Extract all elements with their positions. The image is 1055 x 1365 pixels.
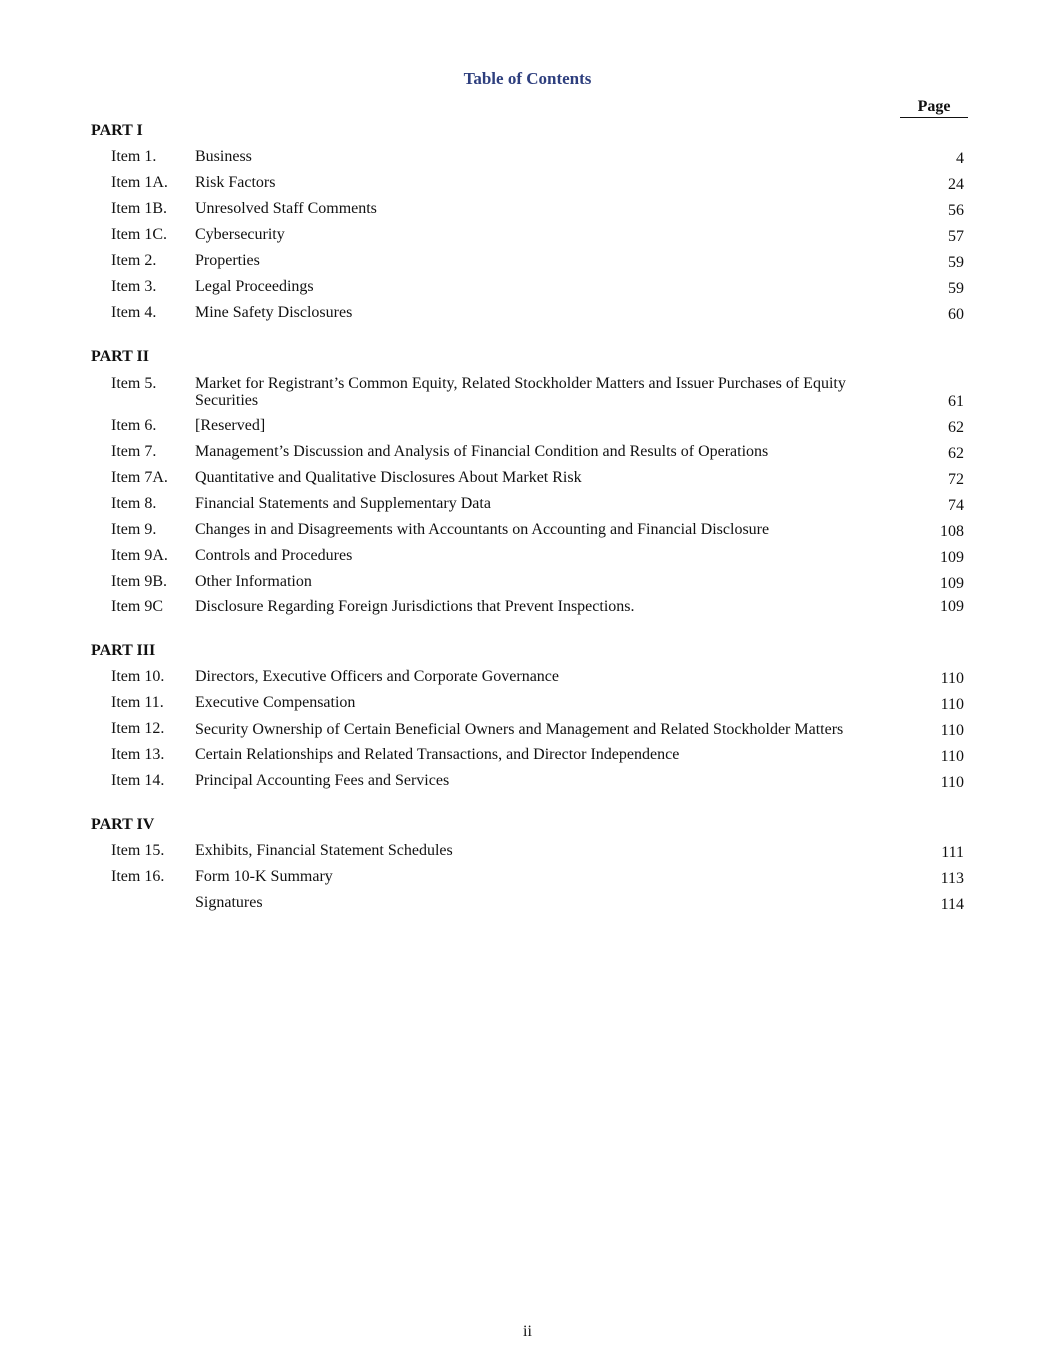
item-title-link[interactable]: Exhibits, Financial Statement Schedules	[195, 842, 453, 859]
item-number: Item 12.	[111, 720, 165, 737]
item-page-number[interactable]: 113	[940, 870, 964, 887]
toc-title: Table of Contents	[463, 69, 592, 88]
page-number-footer: ii	[523, 1323, 532, 1340]
item-title-link[interactable]: Executive Compensation	[195, 694, 356, 711]
item-title-link[interactable]: Directors, Executive Officers and Corporate Governance	[195, 668, 559, 685]
item-number: Item 11.	[111, 694, 164, 711]
item-number: Item 3.	[111, 278, 157, 295]
item-title-link[interactable]: Management’s Discussion and Analysis of Financial Condition and Results of Operations	[195, 443, 769, 460]
item-page-number[interactable]: 110	[940, 774, 964, 791]
item-title-link[interactable]: Certain Relationships and Related Transactions, and Director Independence	[195, 746, 680, 763]
item-title-link[interactable]: Risk Factors	[195, 174, 276, 191]
item-page-number[interactable]: 72	[948, 471, 964, 488]
item-title-link[interactable]: Form 10-K Summary	[195, 868, 333, 885]
item-title-link[interactable]: Market for Registrant’s Common Equity, Related Stockholder Matters and Issuer Purchases of Equity Securities	[195, 375, 846, 409]
item-page-number[interactable]: 114	[940, 896, 964, 913]
item-title-link[interactable]: Legal Proceedings	[195, 278, 314, 295]
item-page-number[interactable]: 111	[941, 844, 964, 861]
item-page-number[interactable]: 62	[948, 445, 964, 462]
item-title-link[interactable]: Mine Safety Disclosures	[195, 304, 353, 321]
item-title-link[interactable]: Cybersecurity	[195, 226, 285, 243]
item-page-number[interactable]: 110	[940, 748, 964, 765]
item-title-link[interactable]: Unresolved Staff Comments	[195, 200, 377, 217]
item-page-number[interactable]: 59	[948, 280, 964, 297]
item-number: Item 1.	[111, 148, 157, 165]
item-title-link[interactable]: Controls and Procedures	[195, 547, 353, 564]
item-number: Item 1C.	[111, 226, 167, 243]
item-title-link[interactable]: Principal Accounting Fees and Services	[195, 772, 450, 789]
part-1-heading: PART I	[91, 122, 143, 139]
item-page-number[interactable]: 60	[948, 306, 964, 323]
item-page-number[interactable]: 74	[948, 497, 964, 514]
item-number: Item 2.	[111, 252, 157, 269]
item-title-link[interactable]: Financial Statements and Supplementary Data	[195, 495, 491, 512]
item-title-link[interactable]: [Reserved]	[195, 417, 266, 434]
item-number: Item 1B.	[111, 200, 167, 217]
page-column-header: Page	[900, 98, 968, 118]
item-title-link[interactable]: Security Ownership of Certain Beneficial Owners and Management and Related Stockholder Matters	[195, 721, 844, 738]
item-title-link[interactable]: Signatures	[195, 894, 263, 911]
item-page-number[interactable]: 109	[940, 549, 964, 566]
item-page-number[interactable]: 24	[948, 176, 964, 193]
item-number: Item 15.	[111, 842, 165, 859]
item-number: Item 8.	[111, 495, 157, 512]
item-number: Item 6.	[111, 417, 157, 434]
item-number: Item 7.	[111, 443, 157, 460]
item-number: Item 13.	[111, 746, 165, 763]
item-page-number[interactable]: 108	[940, 523, 964, 540]
item-title-link[interactable]: Properties	[195, 252, 260, 269]
item-number: Item 5.	[111, 375, 157, 392]
item-number: Item 9.	[111, 521, 157, 538]
item-number: Item 9C	[111, 598, 163, 615]
item-page-number[interactable]: 59	[948, 254, 964, 271]
item-page-number[interactable]: 62	[948, 419, 964, 436]
item-number: Item 4.	[111, 304, 157, 321]
item-number: Item 7A.	[111, 469, 168, 486]
item-title-link[interactable]: Other Information	[195, 573, 312, 590]
item-number: Item 1A.	[111, 174, 168, 191]
item-page-number[interactable]: 56	[948, 202, 964, 219]
item-title-link[interactable]: Business	[195, 148, 252, 165]
part-2-heading: PART II	[91, 348, 149, 365]
item-page-number[interactable]: 110	[940, 722, 964, 739]
item-number: Item 16.	[111, 868, 165, 885]
part-3-heading: PART III	[91, 642, 156, 659]
item-number: Item 14.	[111, 772, 165, 789]
item-number: Item 9B.	[111, 573, 167, 590]
item-page-number[interactable]: 57	[948, 228, 964, 245]
item-title-link[interactable]: Disclosure Regarding Foreign Jurisdictions that Prevent Inspections.	[195, 598, 635, 615]
item-number: Item 9A.	[111, 547, 168, 564]
item-page-number[interactable]: 61	[948, 393, 964, 410]
item-title-link[interactable]: Quantitative and Qualitative Disclosures About Market Risk	[195, 469, 582, 486]
item-page-number[interactable]: 110	[940, 696, 964, 713]
part-4-heading: PART IV	[91, 816, 155, 833]
item-page-number[interactable]: 109	[940, 575, 964, 592]
item-title-link[interactable]: Changes in and Disagreements with Accountants on Accounting and Financial Disclosure	[195, 521, 770, 538]
item-page-number[interactable]: 4	[956, 150, 964, 167]
item-number: Item 10.	[111, 668, 165, 685]
item-page-number[interactable]: 110	[940, 670, 964, 687]
item-page-number[interactable]: 109	[940, 598, 964, 615]
